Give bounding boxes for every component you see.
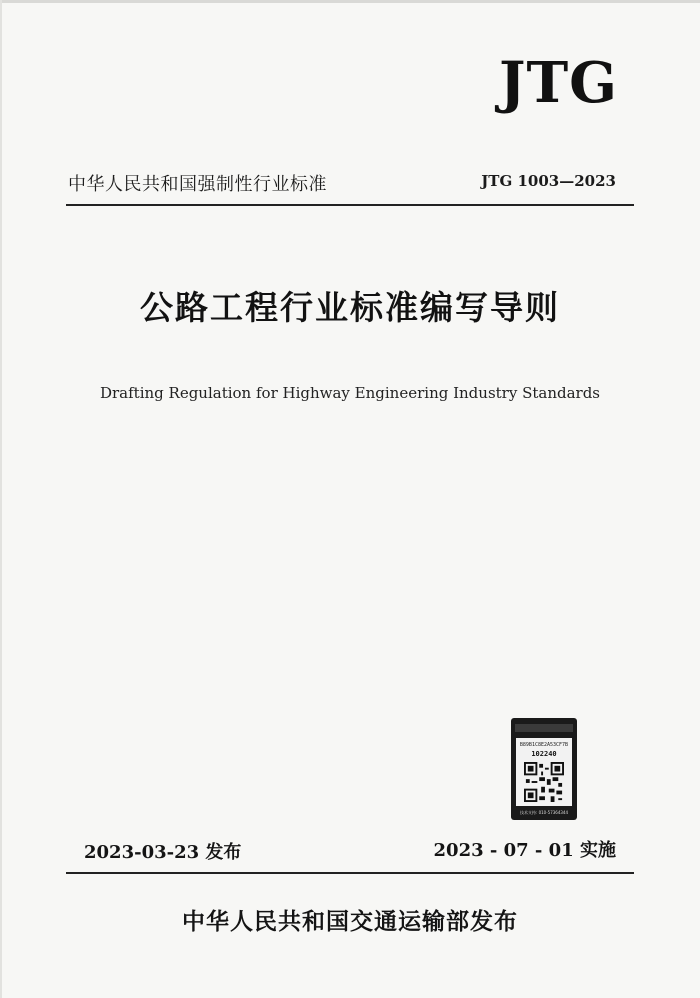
sticker-id-code: B89B1C8E2A53CF7B — [519, 742, 569, 748]
scan-edge-left — [0, 0, 2, 998]
standard-category: 中华人民共和国强制性行业标准 — [68, 174, 327, 195]
jtg-logo: JTG — [499, 50, 618, 116]
sticker-serial: 102240 — [531, 750, 557, 758]
sticker-support-line: 技术支持: 010-57364344 — [519, 810, 569, 815]
document-title-english: Drafting Regulation for Highway Engineering Industry Standards — [99, 384, 601, 402]
publisher: 中华人民共和国交通运输部发布 — [182, 909, 518, 935]
sticker-panel — [516, 738, 572, 806]
footer-divider — [66, 872, 634, 874]
issue-date: 2023-03-23 — [84, 842, 200, 863]
scan-edge-top — [0, 0, 700, 3]
implementation-date: 2023 - 07 - 01 — [433, 840, 574, 861]
issue-label: 发布 — [205, 842, 242, 863]
qr-code-icon — [523, 762, 565, 802]
document-title-chinese: 公路工程行业标准编写导则 — [140, 288, 560, 327]
issue-date-line — [84, 838, 241, 864]
header-divider — [66, 204, 634, 206]
sticker-header-band — [515, 724, 573, 732]
standard-code: JTG 1003—2023 — [481, 172, 616, 190]
anti-counterfeit-sticker — [511, 718, 577, 820]
implementation-date-line — [434, 836, 616, 862]
implementation-label: 实施 — [580, 840, 616, 861]
